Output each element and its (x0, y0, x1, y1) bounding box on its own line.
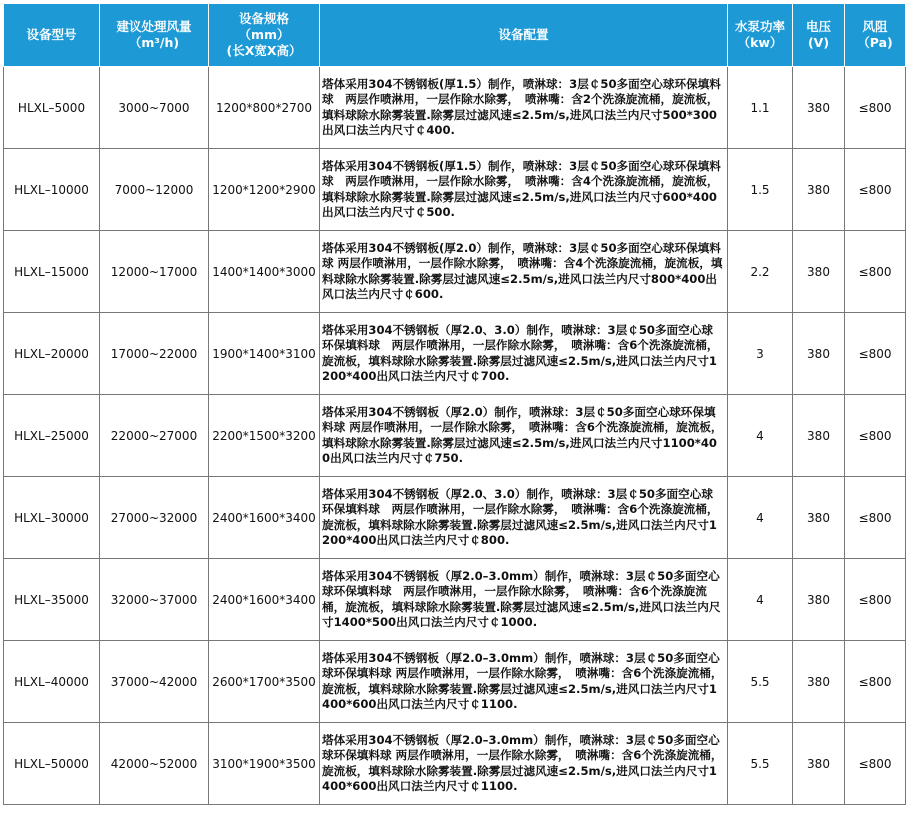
cell-spec: 2200*1500*3200 (209, 395, 320, 477)
cell-resistance: ≤800 (845, 149, 906, 231)
cell-spec: 1400*1400*3000 (209, 231, 320, 313)
cell-model: HLXL–35000 (4, 559, 100, 641)
cell-pump-power: 5.5 (728, 723, 793, 805)
table-row (4, 67, 906, 149)
cell-config: 塔体采用304不锈钢板（厚2.0–3.0mm）制作，喷淋球：3层￠50多面空心球环保填料球 两层作喷淋用，一层作除水除雾， 喷淋嘴：含6个洗涤旋流桶，旋流板，填料球除水除雾装置.除雾层过滤风速≤2.5m/s,进风口法兰内尺寸1400*500出风口法兰内尺寸￠1000. (320, 559, 728, 641)
cell-spec: 1200*800*2700 (209, 67, 320, 149)
header-spec: 设备规格 （mm） (长X宽X高） (209, 4, 320, 67)
cell-voltage: 380 (793, 641, 845, 723)
header-model: 设备型号 (4, 4, 100, 67)
cell-config: 塔体采用304不锈钢板（厚2.0）制作，喷淋球：3层￠50多面空心球环保填料球 两层作喷淋用，一层作除水除雾， 喷淋嘴：含6个洗涤旋流桶，旋流板，填料球除水除雾装置.除雾层过滤风速≤2.5m/s,进风口法兰内尺寸1100*400出风口法兰内尺寸￠750. (320, 395, 728, 477)
table-row (4, 231, 906, 313)
cell-config: 塔体采用304不锈钢板（厚2.0–3.0mm）制作，喷淋球：3层￠50多面空心球环保填料球 两层作喷淋用，一层作除水除雾， 喷淋嘴：含6个洗涤旋流桶，旋流板，填料球除水除雾装置.除雾层过滤风速≤2.5m/s,进风口法兰内尺寸1400*600出风口法兰内尺寸￠1100. (320, 641, 728, 723)
cell-resistance: ≤800 (845, 67, 906, 149)
equipment-spec-table (3, 3, 906, 805)
header-resistance: 风阻 （Pa) (845, 4, 906, 67)
header-config: 设备配置 (320, 4, 728, 67)
cell-voltage: 380 (793, 723, 845, 805)
cell-spec: 2400*1600*3400 (209, 559, 320, 641)
cell-voltage: 380 (793, 395, 845, 477)
cell-resistance: ≤800 (845, 559, 906, 641)
cell-model: HLXL–10000 (4, 149, 100, 231)
cell-resistance: ≤800 (845, 723, 906, 805)
header-row (4, 4, 906, 67)
cell-voltage: 380 (793, 67, 845, 149)
cell-spec: 2400*1600*3400 (209, 477, 320, 559)
cell-airflow: 27000~32000 (100, 477, 209, 559)
cell-voltage: 380 (793, 231, 845, 313)
cell-airflow: 17000~22000 (100, 313, 209, 395)
table-body (4, 67, 906, 805)
cell-airflow: 3000~7000 (100, 67, 209, 149)
cell-config: 塔体采用304不锈钢板（厚2.0、3.0）制作，喷淋球：3层￠50多面空心球环保填料球 两层作喷淋用，一层作除水除雾， 喷淋嘴：含6个洗涤旋流桶，旋流板，填料球除水除雾装置.除雾层过滤风速≤2.5m/s,进风口法兰内尺寸1200*400出风口法兰内尺寸￠700. (320, 313, 728, 395)
cell-resistance: ≤800 (845, 395, 906, 477)
cell-airflow: 32000~37000 (100, 559, 209, 641)
cell-resistance: ≤800 (845, 477, 906, 559)
cell-config: 塔体采用304不锈钢板(厚1.5）制作，喷淋球：3层￠50多面空心球环保填料球 两层作喷淋用，一层作除水除雾， 喷淋嘴：含2个洗涤旋流桶，旋流板，填料球除水除雾装置.除雾层过滤风速≤2.5m/s,进风口法兰内尺寸500*300出风口法兰内尺寸￠400. (320, 67, 728, 149)
cell-resistance: ≤800 (845, 313, 906, 395)
cell-voltage: 380 (793, 313, 845, 395)
cell-pump-power: 4 (728, 477, 793, 559)
cell-model: HLXL–50000 (4, 723, 100, 805)
cell-config: 塔体采用304不锈钢板(厚2.0）制作，喷淋球：3层￠50多面空心球环保填料球 两层作喷淋用，一层作除水除雾， 喷淋嘴：含4个洗涤旋流桶，旋流板，填料球除水除雾装置.除雾层过滤风速≤2.5m/s,进风口法兰内尺寸800*400出风口法兰内尺寸￠600. (320, 231, 728, 313)
cell-pump-power: 1.5 (728, 149, 793, 231)
cell-resistance: ≤800 (845, 231, 906, 313)
table-row (4, 149, 906, 231)
header-airflow: 建议处理风量 （m³/h) (100, 4, 209, 67)
cell-airflow: 42000~52000 (100, 723, 209, 805)
cell-spec: 1200*1200*2900 (209, 149, 320, 231)
spec-table-container (3, 3, 905, 805)
cell-airflow: 37000~42000 (100, 641, 209, 723)
table-header (4, 4, 906, 67)
cell-model: HLXL–40000 (4, 641, 100, 723)
table-row (4, 313, 906, 395)
table-row (4, 559, 906, 641)
cell-voltage: 380 (793, 559, 845, 641)
cell-pump-power: 2.2 (728, 231, 793, 313)
cell-pump-power: 1.1 (728, 67, 793, 149)
cell-spec: 1900*1400*3100 (209, 313, 320, 395)
cell-airflow: 7000~12000 (100, 149, 209, 231)
cell-config: 塔体采用304不锈钢板（厚2.0–3.0mm）制作，喷淋球：3层￠50多面空心球环保填料球 两层作喷淋用，一层作除水除雾， 喷淋嘴：含6个洗涤旋流桶，旋流板，填料球除水除雾装置.除雾层过滤风速≤2.5m/s,进风口法兰内尺寸1400*600出风口法兰内尺寸￠1100. (320, 723, 728, 805)
cell-pump-power: 4 (728, 395, 793, 477)
cell-spec: 2600*1700*3500 (209, 641, 320, 723)
cell-airflow: 12000~17000 (100, 231, 209, 313)
cell-model: HLXL–15000 (4, 231, 100, 313)
header-pump-power: 水泵功率 （kw） (728, 4, 793, 67)
table-row (4, 477, 906, 559)
cell-voltage: 380 (793, 149, 845, 231)
cell-model: HLXL–5000 (4, 67, 100, 149)
cell-resistance: ≤800 (845, 641, 906, 723)
cell-model: HLXL–25000 (4, 395, 100, 477)
cell-airflow: 22000~27000 (100, 395, 209, 477)
cell-voltage: 380 (793, 477, 845, 559)
table-row (4, 641, 906, 723)
header-voltage: 电压 (V) (793, 4, 845, 67)
cell-pump-power: 3 (728, 313, 793, 395)
cell-spec: 3100*1900*3500 (209, 723, 320, 805)
table-row (4, 395, 906, 477)
table-row (4, 723, 906, 805)
cell-pump-power: 4 (728, 559, 793, 641)
cell-config: 塔体采用304不锈钢板(厚1.5）制作，喷淋球：3层￠50多面空心球环保填料球 两层作喷淋用，一层作除水除雾， 喷淋嘴：含4个洗涤旋流桶，旋流板，填料球除水除雾装置.除雾层过滤风速≤2.5m/s,进风口法兰内尺寸600*400出风口法兰内尺寸￠500. (320, 149, 728, 231)
cell-model: HLXL–30000 (4, 477, 100, 559)
cell-config: 塔体采用304不锈钢板（厚2.0、3.0）制作，喷淋球：3层￠50多面空心球环保填料球 两层作喷淋用，一层作除水除雾， 喷淋嘴：含6个洗涤旋流桶，旋流板，填料球除水除雾装置.除雾层过滤风速≤2.5m/s,进风口法兰内尺寸1200*400出风口法兰内尺寸￠800. (320, 477, 728, 559)
cell-pump-power: 5.5 (728, 641, 793, 723)
cell-model: HLXL–20000 (4, 313, 100, 395)
